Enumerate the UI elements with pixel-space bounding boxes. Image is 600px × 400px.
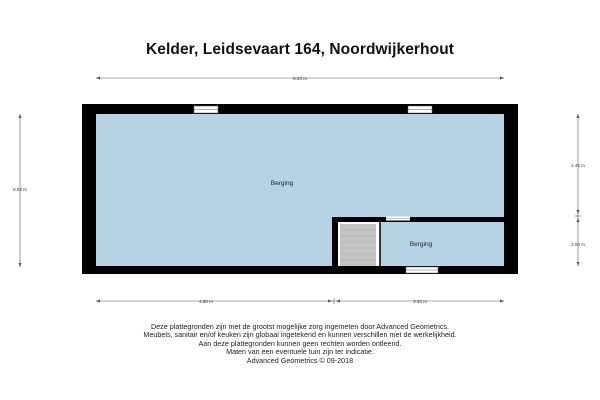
main-room-label: Berging	[270, 180, 294, 187]
dimension-right-upper-label: 4.49 m	[571, 163, 585, 168]
stairs-icon	[340, 224, 376, 266]
disclaimer-line: Advanced Geometrics © 09-2018	[246, 355, 354, 365]
disclaimer-line: Maten van een eventuele tuin zijn ter indicatie.	[226, 347, 374, 357]
small-room-label: Berging	[409, 241, 433, 248]
window-top-right	[408, 106, 432, 113]
disclaimer-line: Meubels, sanitair en/of keuken zijn globaal ingetekend en kunnen verschillen met de werkelijkheid.	[143, 330, 457, 340]
dimension-bottom-right-label: 3.33 m	[413, 299, 427, 304]
dimension-left-label: 6.03 m	[13, 187, 27, 192]
dimension-bottom	[96, 298, 504, 304]
dimension-right	[571, 114, 585, 266]
dimension-top	[96, 76, 504, 81]
small-room-floor	[380, 222, 504, 266]
window-bottom	[406, 267, 438, 273]
dimension-left	[13, 114, 27, 267]
dimension-right-lower-label: 2.00 m	[571, 242, 585, 247]
dimension-top-label: 8.23 m	[293, 76, 307, 81]
dimension-bottom-left-label: 4.80 m	[199, 299, 213, 304]
disclaimer	[0, 323, 600, 365]
disclaimer-line: Aan deze plattegronden kunnen geen rechten worden ontleend.	[198, 338, 402, 348]
window-top-left	[194, 106, 218, 113]
disclaimer-line: Deze plattegronden zijn met de grootst mogelijke zorg ingemeten door Advanced Geometrics.	[150, 322, 450, 331]
floorplan-title: Kelder, Leidsevaart 164, Noordwijkerhout	[145, 41, 455, 58]
